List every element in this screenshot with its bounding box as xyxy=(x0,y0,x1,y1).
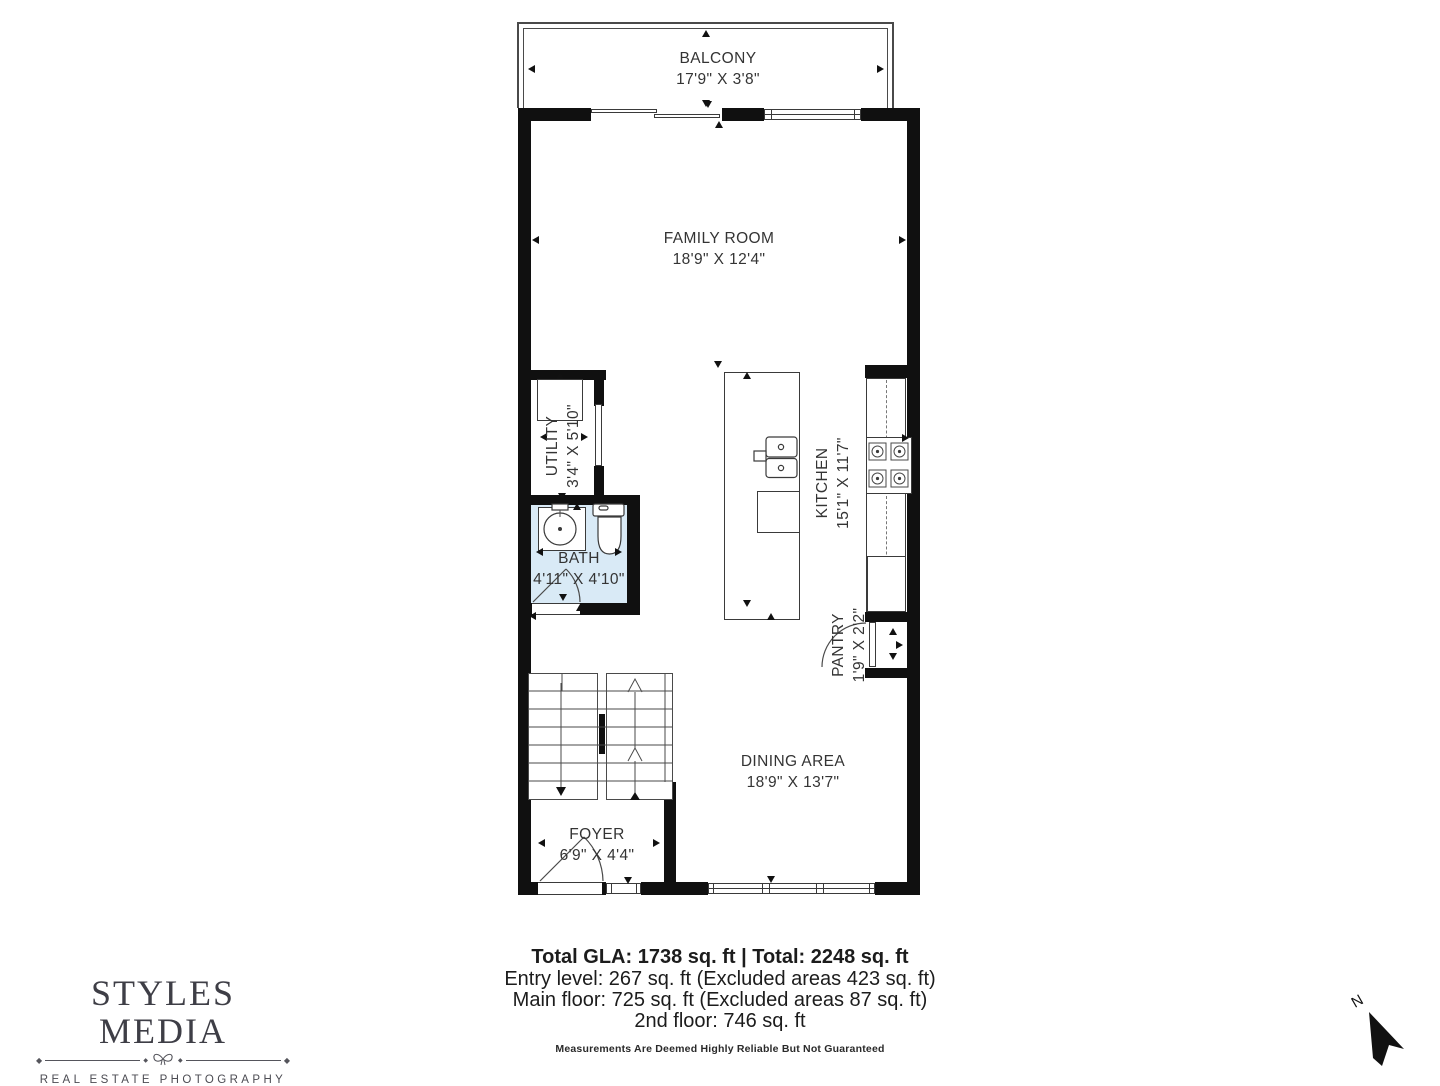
foyer-label xyxy=(560,824,635,866)
room-name: BATH xyxy=(558,550,600,567)
room-name: BALCONY xyxy=(679,50,757,67)
room-dims: 15'1" X 11'7" xyxy=(835,437,852,529)
room-dims: 18'9" X 13'7" xyxy=(746,774,840,791)
room-name: PANTRY xyxy=(830,613,847,677)
diamond-icon: ◆ xyxy=(283,1055,290,1065)
room-name: UTILITY xyxy=(544,415,561,477)
room-dims: 1'9" X 2'2" xyxy=(851,607,868,683)
room-dims: 18'9" X 12'4" xyxy=(672,251,766,268)
diamond-icon: ◆ xyxy=(36,1055,43,1065)
divider-line xyxy=(186,1060,281,1061)
family-room-label xyxy=(664,228,775,270)
total-gla-text: Total GLA: 1738 sq. ft | Total: 2248 sq. ft xyxy=(531,946,909,968)
divider-line xyxy=(45,1060,140,1061)
room-dims: 6'9" X 4'4" xyxy=(559,847,635,864)
diamond-icon: ◆ xyxy=(143,1057,148,1064)
second-floor-text: 2nd floor: 746 sq. ft xyxy=(634,1010,806,1032)
styles-media-logo xyxy=(36,974,290,1086)
disclaimer-text: Measurements Are Deemed Highly Reliable But Not Guaranteed xyxy=(555,1043,885,1055)
stove-burners xyxy=(869,443,908,487)
room-dims: 17'9" X 3'8" xyxy=(676,71,760,88)
dining-area-label xyxy=(741,751,845,793)
entry-level-text: Entry level: 267 sq. ft (Excluded areas 423 sq. ft) xyxy=(504,968,936,990)
room-dims: 3'4" X 5'10" xyxy=(565,404,582,488)
toilet xyxy=(593,504,624,554)
room-name: DINING AREA xyxy=(740,753,846,770)
room-name: FAMILY ROOM xyxy=(663,230,775,247)
room-name: KITCHEN xyxy=(814,447,831,519)
pantry-label xyxy=(828,580,870,710)
bath-label xyxy=(533,548,625,590)
room-dims: 4'11" X 4'10" xyxy=(533,571,625,588)
logo-divider xyxy=(36,1052,290,1069)
kitchen-label xyxy=(812,403,854,563)
room-name: FOYER xyxy=(569,826,625,843)
stair-treads xyxy=(529,673,672,782)
utility-label xyxy=(542,371,584,521)
butterfly-icon xyxy=(151,1052,175,1069)
balcony-label xyxy=(676,48,760,90)
logo-name: STYLES MEDIA xyxy=(90,973,235,1051)
main-floor-text: Main floor: 725 sq. ft (Excluded areas 87 sq. ft) xyxy=(512,989,928,1011)
island-sink xyxy=(754,437,797,478)
north-label: N xyxy=(1348,991,1367,1012)
stair-direction-arrows xyxy=(556,679,642,800)
logo-tagline: REAL ESTATE PHOTOGRAPHY xyxy=(39,1074,287,1086)
diamond-icon: ◆ xyxy=(178,1057,183,1064)
